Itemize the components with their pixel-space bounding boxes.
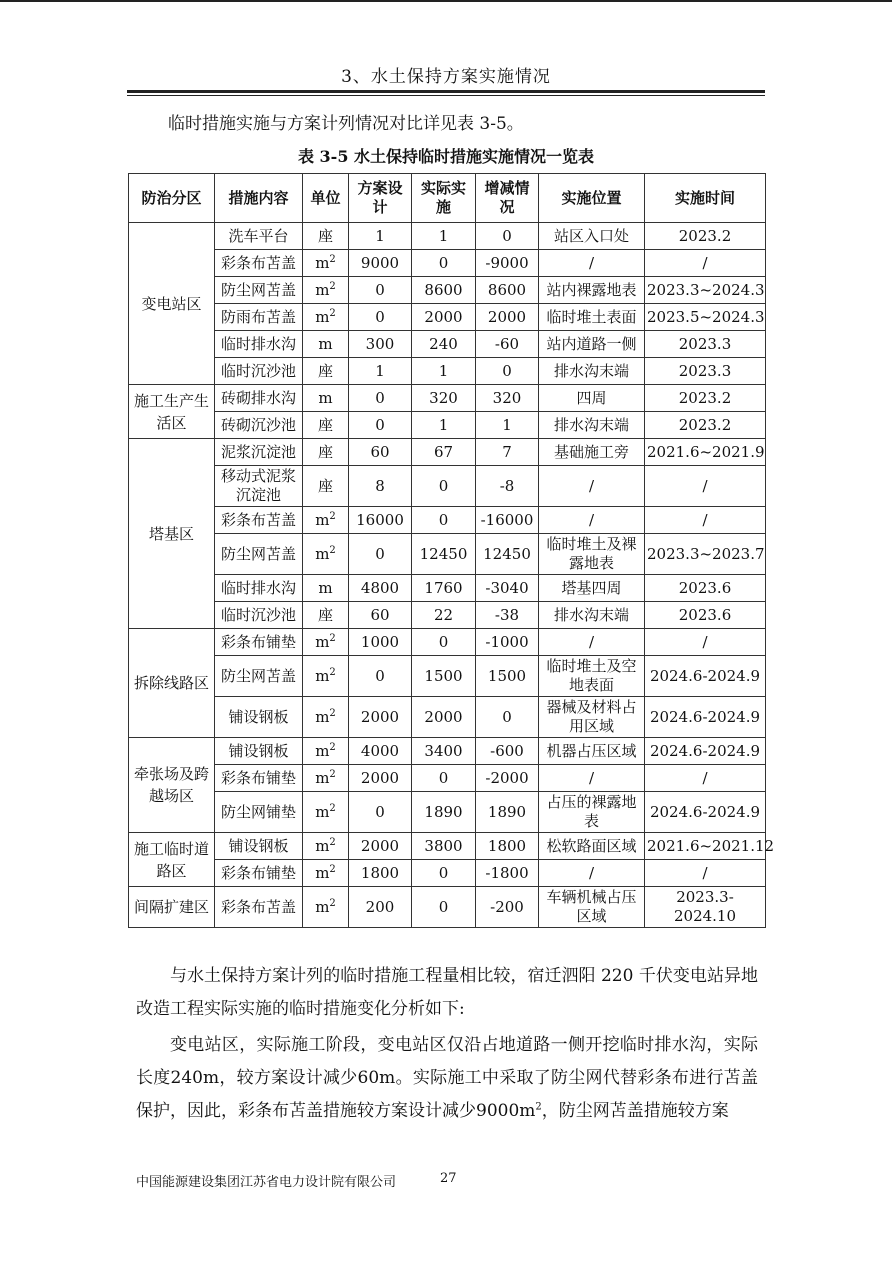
unit-cell: $m^2$ <box>303 629 349 656</box>
change-cell: 1800 <box>476 833 539 860</box>
change-cell: -2000 <box>476 765 539 792</box>
zone-cell: 间隔扩建区 <box>129 887 215 928</box>
change-cell: 7 <box>476 439 539 466</box>
time-cell: / <box>645 250 766 277</box>
time-cell: 2023.3-2024.10 <box>645 887 766 928</box>
time-cell: 2023.2 <box>645 385 766 412</box>
time-cell: / <box>645 629 766 656</box>
location-cell: / <box>539 250 645 277</box>
plan-cell: 16000 <box>349 507 412 534</box>
table-row <box>129 656 766 697</box>
plan-cell: 1 <box>349 358 412 385</box>
time-cell: 2024.6-2024.9 <box>645 656 766 697</box>
change-cell: -3040 <box>476 575 539 602</box>
measure-cell: 铺设钢板 <box>215 833 303 860</box>
measure-cell: 移动式泥浆沉淀池 <box>215 466 303 507</box>
table-row <box>129 697 766 738</box>
actual-cell: 8600 <box>412 277 476 304</box>
time-cell: 2023.3~2024.3 <box>645 277 766 304</box>
plan-cell: 0 <box>349 412 412 439</box>
table-row <box>129 412 766 439</box>
actual-cell: 1760 <box>412 575 476 602</box>
table-row <box>129 385 766 412</box>
table-row <box>129 507 766 534</box>
change-cell: 1890 <box>476 792 539 833</box>
time-cell: 2024.6-2024.9 <box>645 697 766 738</box>
measure-cell: 彩条布铺垫 <box>215 860 303 887</box>
plan-cell: 1000 <box>349 629 412 656</box>
table-row <box>129 602 766 629</box>
location-cell: 占压的裸露地表 <box>539 792 645 833</box>
unit-cell: 座 <box>303 223 349 250</box>
measure-cell: 防尘网苫盖 <box>215 656 303 697</box>
time-cell: 2023.3 <box>645 331 766 358</box>
actual-cell: 2000 <box>412 697 476 738</box>
col-header: 实施时间 <box>645 174 766 223</box>
actual-cell: 0 <box>412 507 476 534</box>
unit-cell: m <box>303 385 349 412</box>
measure-cell: 临时排水沟 <box>215 575 303 602</box>
table-row <box>129 223 766 250</box>
unit-cell: $m^2$ <box>303 765 349 792</box>
plan-cell: 60 <box>349 439 412 466</box>
actual-cell: 320 <box>412 385 476 412</box>
location-cell: 临时堆土表面 <box>539 304 645 331</box>
actual-cell: 1 <box>412 223 476 250</box>
location-cell: 车辆机械占压区域 <box>539 887 645 928</box>
zone-cell: 牵张场及跨越场区 <box>129 738 215 833</box>
plan-cell: 4000 <box>349 738 412 765</box>
unit-cell: m <box>303 575 349 602</box>
actual-cell: 1 <box>412 412 476 439</box>
header-rule <box>127 90 765 93</box>
actual-cell: 1890 <box>412 792 476 833</box>
plan-cell: 0 <box>349 534 412 575</box>
plan-cell: 4800 <box>349 575 412 602</box>
table-row <box>129 466 766 507</box>
change-cell: -600 <box>476 738 539 765</box>
location-cell: 站区入口处 <box>539 223 645 250</box>
measure-cell: 防雨布苫盖 <box>215 304 303 331</box>
measure-cell: 彩条布苫盖 <box>215 250 303 277</box>
table-row <box>129 792 766 833</box>
time-cell: 2023.5~2024.3 <box>645 304 766 331</box>
table-body <box>129 223 775 928</box>
unit-cell: m <box>303 331 349 358</box>
measure-cell: 砖砌沉沙池 <box>215 412 303 439</box>
zone-cell: 变电站区 <box>129 223 215 385</box>
location-cell: 基础施工旁 <box>539 439 645 466</box>
col-header: 单位 <box>303 174 349 223</box>
change-cell: -200 <box>476 887 539 928</box>
unit-cell: $m^2$ <box>303 887 349 928</box>
actual-cell: 3800 <box>412 833 476 860</box>
actual-cell: 0 <box>412 250 476 277</box>
table-row <box>129 629 766 656</box>
time-cell: / <box>645 507 766 534</box>
header-rule-thin <box>127 95 765 96</box>
actual-cell: 0 <box>412 860 476 887</box>
measure-cell: 洗车平台 <box>215 223 303 250</box>
change-cell: 0 <box>476 358 539 385</box>
measure-cell: 防尘网苫盖 <box>215 277 303 304</box>
plan-cell: 2000 <box>349 697 412 738</box>
time-cell: 2023.2 <box>645 223 766 250</box>
change-cell: 2000 <box>476 304 539 331</box>
plan-cell: 1 <box>349 223 412 250</box>
measures-table <box>128 173 775 928</box>
table-row <box>129 331 766 358</box>
plan-cell: 60 <box>349 602 412 629</box>
plan-cell: 2000 <box>349 833 412 860</box>
zone-cell: 施工生产生活区 <box>129 385 215 439</box>
unit-cell: $m^2$ <box>303 792 349 833</box>
table-row <box>129 575 766 602</box>
change-cell: 320 <box>476 385 539 412</box>
change-cell: -38 <box>476 602 539 629</box>
time-cell: 2023.2 <box>645 412 766 439</box>
unit-cell: 座 <box>303 602 349 629</box>
measure-cell: 临时沉沙池 <box>215 602 303 629</box>
actual-cell: 240 <box>412 331 476 358</box>
location-cell: 排水沟末端 <box>539 412 645 439</box>
change-cell: 0 <box>476 697 539 738</box>
unit-cell: $m^2$ <box>303 534 349 575</box>
location-cell: 站内裸露地表 <box>539 277 645 304</box>
location-cell: / <box>539 507 645 534</box>
measure-cell: 彩条布铺垫 <box>215 765 303 792</box>
table-row <box>129 358 766 385</box>
zone-cell: 施工临时道路区 <box>129 833 215 887</box>
change-cell: -1000 <box>476 629 539 656</box>
time-cell: 2023.3~2023.7 <box>645 534 766 575</box>
plan-cell: 0 <box>349 656 412 697</box>
unit-cell: $m^2$ <box>303 250 349 277</box>
col-header: 方案设计 <box>349 174 412 223</box>
change-cell: -8 <box>476 466 539 507</box>
unit-cell: 座 <box>303 358 349 385</box>
plan-cell: 0 <box>349 792 412 833</box>
col-header: 增减情况 <box>476 174 539 223</box>
time-cell: / <box>645 466 766 507</box>
measure-cell: 铺设钢板 <box>215 738 303 765</box>
unit-cell: $m^2$ <box>303 656 349 697</box>
table-row <box>129 738 766 765</box>
page-header: 3、水土保持方案实施情况 <box>341 67 551 87</box>
time-cell: 2021.6~2021.9 <box>645 439 766 466</box>
actual-cell: 1500 <box>412 656 476 697</box>
actual-cell: 0 <box>412 765 476 792</box>
unit-cell: $m^2$ <box>303 833 349 860</box>
measure-cell: 临时沉沙池 <box>215 358 303 385</box>
unit-cell: $m^2$ <box>303 304 349 331</box>
analysis-paragraph: 与水土保持方案计列的临时措施工程量相比较，宿迁泗阳 220 千伏变电站异地改造工程实际实施的临时措施变化分析如下: <box>136 966 758 1019</box>
unit-cell: $m^2$ <box>303 277 349 304</box>
table-row <box>129 860 766 887</box>
actual-cell: 0 <box>412 887 476 928</box>
table-row <box>129 304 766 331</box>
time-cell: / <box>645 860 766 887</box>
table-row <box>129 887 766 928</box>
location-cell: / <box>539 466 645 507</box>
change-cell: 1 <box>476 412 539 439</box>
change-cell: 0 <box>476 223 539 250</box>
page-top-border <box>0 0 892 2</box>
location-cell: / <box>539 860 645 887</box>
time-cell: 2024.6-2024.9 <box>645 792 766 833</box>
location-cell: / <box>539 765 645 792</box>
measure-cell: 砖砌排水沟 <box>215 385 303 412</box>
location-cell: 松软路面区域 <box>539 833 645 860</box>
col-header: 实际实施 <box>412 174 476 223</box>
plan-cell: 8 <box>349 466 412 507</box>
measure-cell: 彩条布苫盖 <box>215 887 303 928</box>
intro-text: 临时措施实施与方案计列情况对比详见表 3-5。 <box>168 114 524 134</box>
measure-cell: 防尘网苫盖 <box>215 534 303 575</box>
time-cell: 2023.6 <box>645 575 766 602</box>
change-cell: -9000 <box>476 250 539 277</box>
unit-cell: 座 <box>303 466 349 507</box>
plan-cell: 200 <box>349 887 412 928</box>
location-cell: 塔基四周 <box>539 575 645 602</box>
unit-cell: $m^2$ <box>303 860 349 887</box>
unit-cell: 座 <box>303 412 349 439</box>
measure-cell: 泥浆沉淀池 <box>215 439 303 466</box>
location-cell: 排水沟末端 <box>539 602 645 629</box>
measure-cell: 防尘网铺垫 <box>215 792 303 833</box>
table-row <box>129 277 766 304</box>
measure-cell: 彩条布苫盖 <box>215 507 303 534</box>
measure-cell: 临时排水沟 <box>215 331 303 358</box>
unit-cell: 座 <box>303 439 349 466</box>
col-header: 措施内容 <box>215 174 303 223</box>
page-number: 27 <box>440 1171 457 1186</box>
location-cell: / <box>539 629 645 656</box>
unit-cell: $m^2$ <box>303 738 349 765</box>
table-row <box>129 833 766 860</box>
change-cell: 8600 <box>476 277 539 304</box>
time-cell: 2021.6~2021.12 <box>645 833 766 860</box>
analysis-paragraph: 变电站区，实际施工阶段，变电站区仅沿占地道路一侧开挖临时排水沟，实际长度240m，较方案设计减少60m。实际施工中采取了防尘网代替彩条布进行苫盖保护，因此，彩条布苫盖措施较方案设计减少$9000m^2$，防尘网苫盖措施较方案 <box>136 1035 758 1121</box>
actual-cell: 12450 <box>412 534 476 575</box>
zone-cell: 塔基区 <box>129 439 215 629</box>
time-cell: 2023.3 <box>645 358 766 385</box>
table-row <box>129 250 766 277</box>
unit-cell: $m^2$ <box>303 697 349 738</box>
unit-cell: $m^2$ <box>303 507 349 534</box>
table-row <box>129 534 766 575</box>
change-cell: 12450 <box>476 534 539 575</box>
plan-cell: 9000 <box>349 250 412 277</box>
change-cell: -60 <box>476 331 539 358</box>
measure-cell: 彩条布铺垫 <box>215 629 303 656</box>
actual-cell: 1 <box>412 358 476 385</box>
location-cell: 机器占压区域 <box>539 738 645 765</box>
actual-cell: 67 <box>412 439 476 466</box>
location-cell: 排水沟末端 <box>539 358 645 385</box>
time-cell: / <box>645 765 766 792</box>
location-cell: 临时堆土及裸露地表 <box>539 534 645 575</box>
actual-cell: 3400 <box>412 738 476 765</box>
location-cell: 器械及材料占用区域 <box>539 697 645 738</box>
change-cell: -16000 <box>476 507 539 534</box>
table-row <box>129 765 766 792</box>
table-header-row <box>129 174 766 223</box>
plan-cell: 2000 <box>349 765 412 792</box>
table-caption: 表 3-5 水土保持临时措施实施情况一览表 <box>297 147 595 166</box>
zone-cell: 拆除线路区 <box>129 629 215 738</box>
plan-cell: 300 <box>349 331 412 358</box>
table-row <box>129 439 766 466</box>
footer-company: 中国能源建设集团江苏省电力设计院有限公司 <box>136 1175 397 1190</box>
location-cell: 临时堆土及空地表面 <box>539 656 645 697</box>
time-cell: 2024.6-2024.9 <box>645 738 766 765</box>
time-cell: 2023.6 <box>645 602 766 629</box>
col-header: 防治分区 <box>129 174 215 223</box>
actual-cell: 2000 <box>412 304 476 331</box>
measure-cell: 铺设钢板 <box>215 697 303 738</box>
plan-cell: 0 <box>349 277 412 304</box>
actual-cell: 22 <box>412 602 476 629</box>
location-cell: 站内道路一侧 <box>539 331 645 358</box>
actual-cell: 0 <box>412 466 476 507</box>
plan-cell: 0 <box>349 304 412 331</box>
plan-cell: 0 <box>349 385 412 412</box>
plan-cell: 1800 <box>349 860 412 887</box>
change-cell: -1800 <box>476 860 539 887</box>
actual-cell: 0 <box>412 629 476 656</box>
change-cell: 1500 <box>476 656 539 697</box>
location-cell: 四周 <box>539 385 645 412</box>
col-header: 实施位置 <box>539 174 645 223</box>
